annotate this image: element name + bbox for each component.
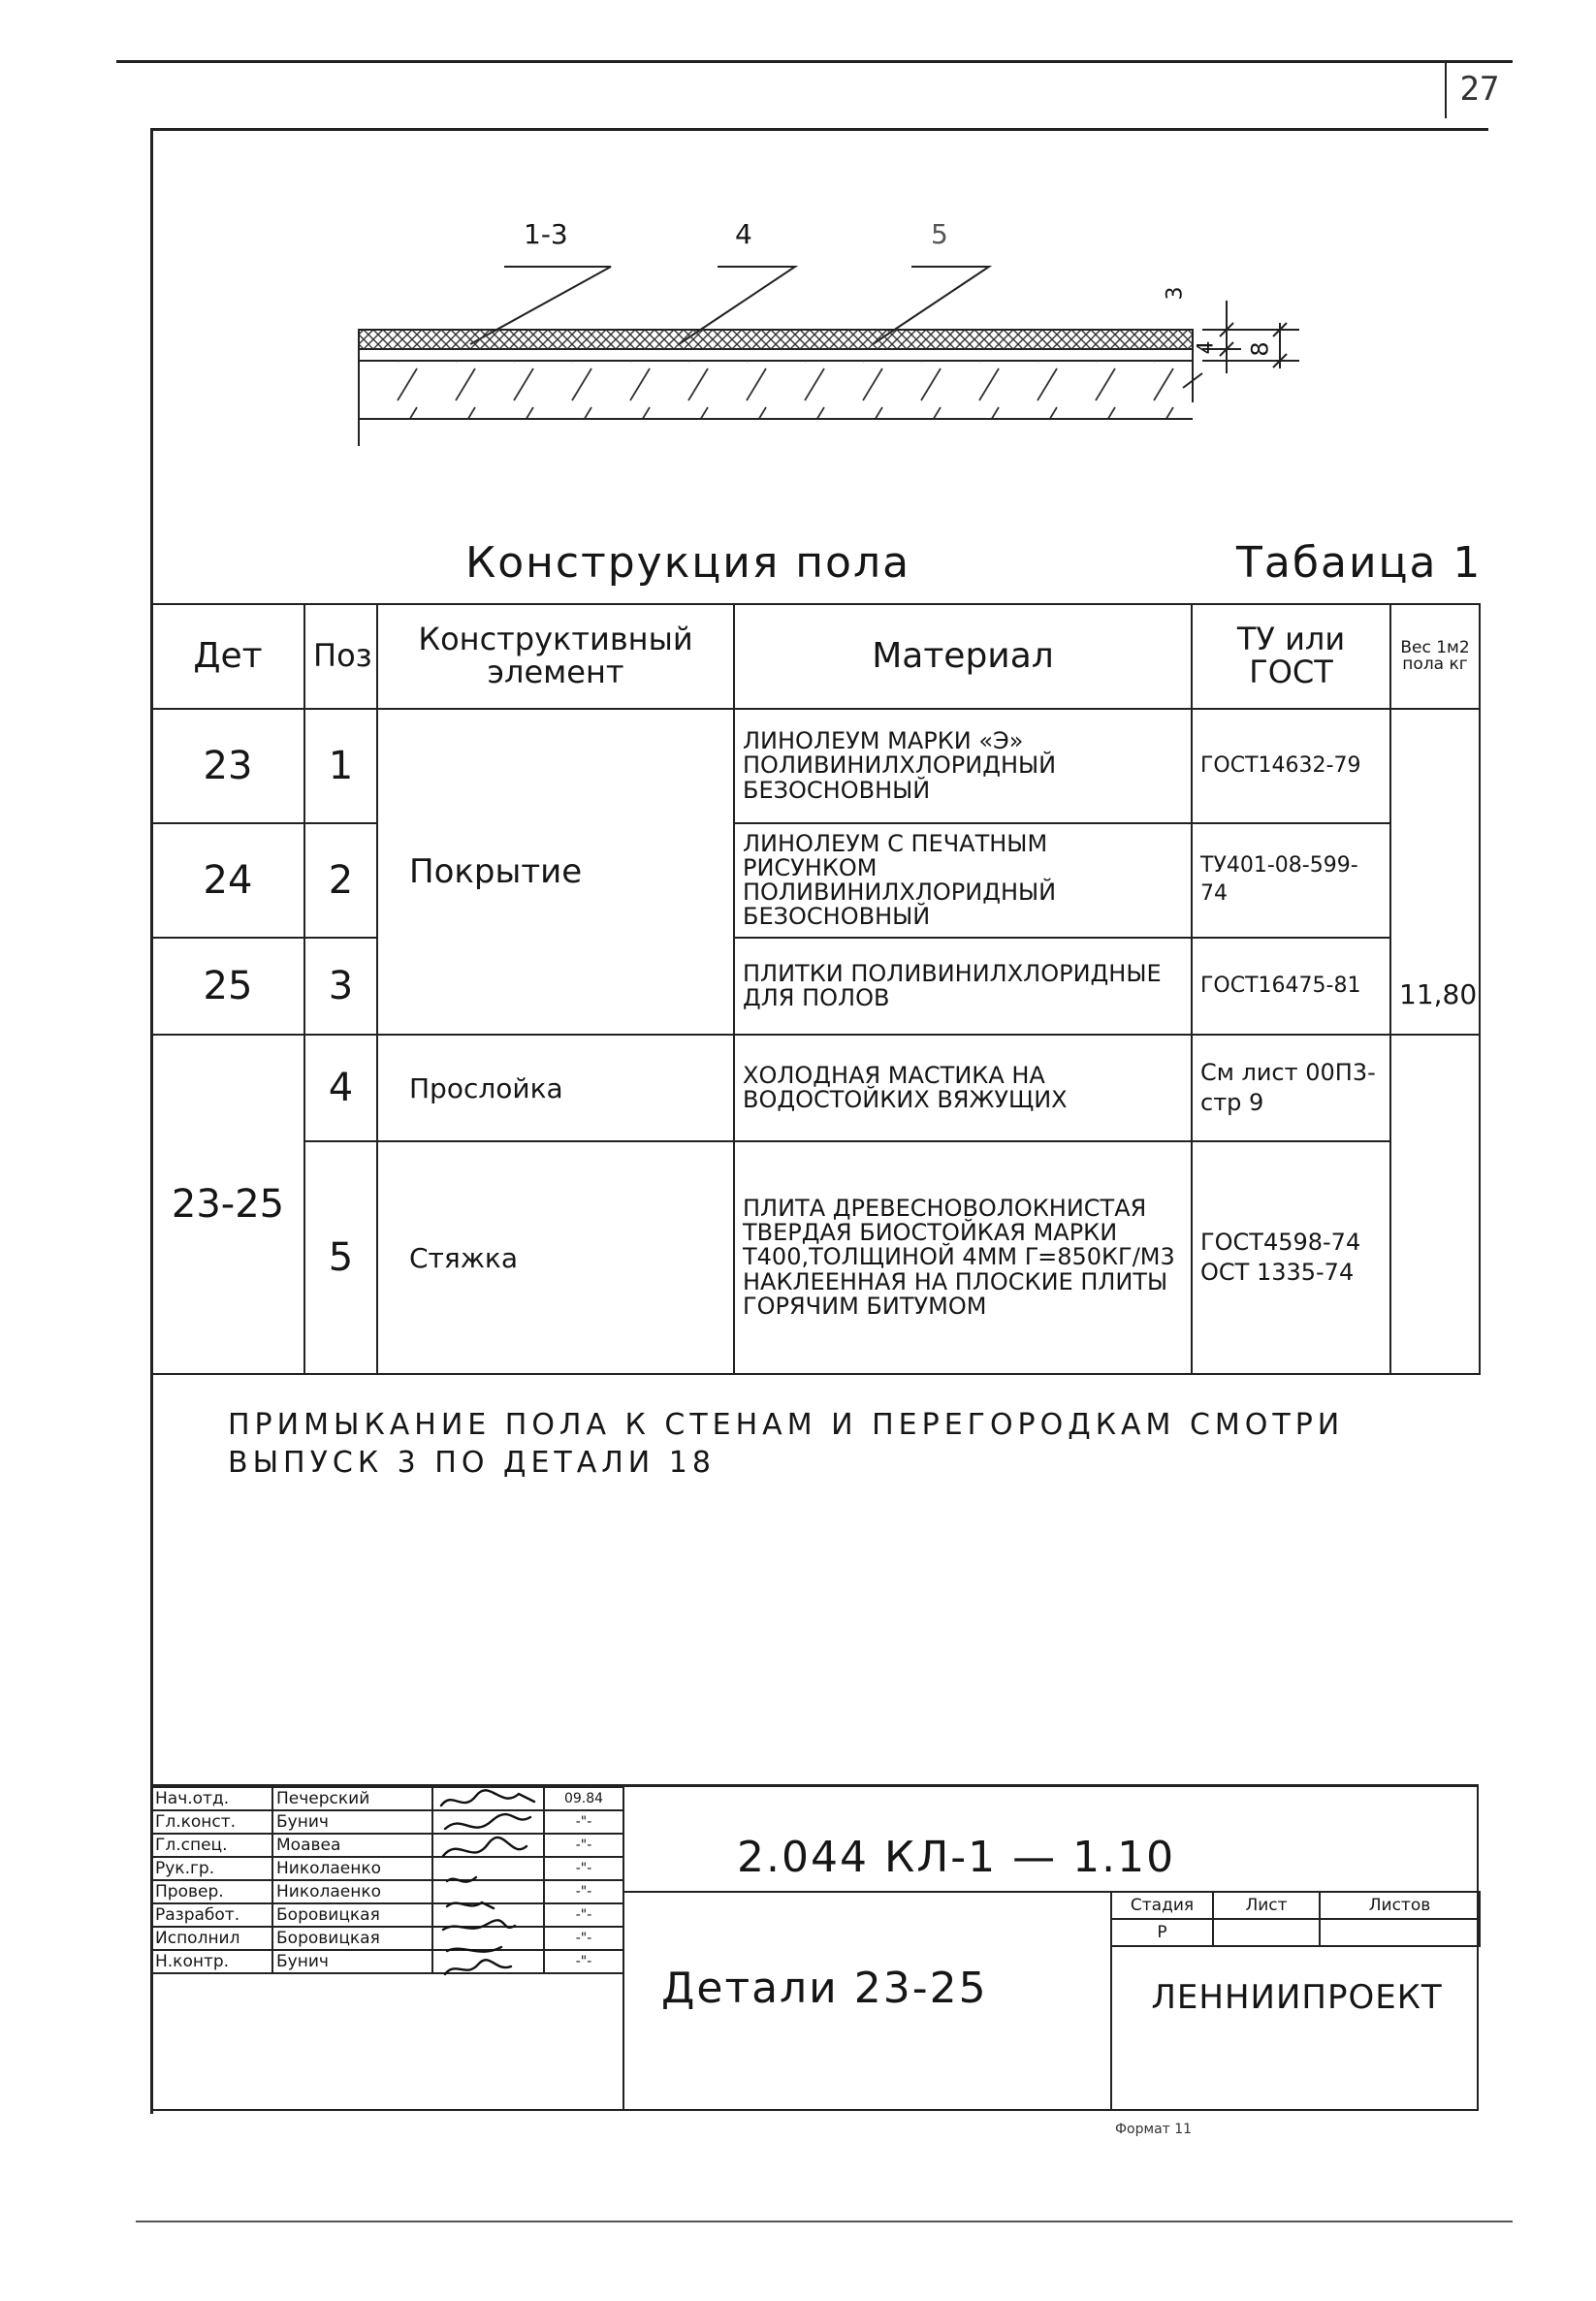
role: Провер. — [151, 1880, 272, 1903]
cell-material: ЛИНОЛЕУМ МАРКИ «Э» ПОЛИВИНИЛХЛОРИДНЫЙ БЕЗОСНОВНЫЙ — [734, 709, 1192, 823]
cell-material: ХОЛОДНАЯ МАСТИКА НА ВОДОСТОЙКИХ ВЯЖУЩИХ — [734, 1035, 1192, 1141]
table-label: Табаица 1 — [1236, 538, 1483, 588]
stage-header-row — [1111, 1892, 1480, 1919]
header-material: Материал — [734, 604, 1192, 709]
section-label-1-3: 1-3 — [524, 218, 568, 250]
cell-material: ПЛИТКИ ПОЛИВИНИЛХЛОРИДНЫЕ ДЛЯ ПОЛОВ — [734, 938, 1192, 1035]
floor-section-drawing — [330, 208, 1319, 470]
document-title: Детали 23-25 — [661, 1964, 988, 2013]
date: -"- — [544, 1903, 623, 1927]
signature-row — [151, 1857, 623, 1880]
title-block-bottom — [150, 2109, 1479, 2111]
date: -"- — [544, 1810, 623, 1834]
sheets-header: Листов — [1320, 1892, 1480, 1919]
date: -"- — [544, 1927, 623, 1950]
bottom-rule — [136, 2221, 1513, 2222]
date: -"- — [544, 1880, 623, 1903]
name: Бунич — [272, 1810, 432, 1834]
document-code: 2.044 КЛ-1 — 1.10 — [737, 1833, 1176, 1882]
cell-pos: 1 — [304, 709, 377, 823]
table-row — [151, 938, 1480, 1035]
note-line-2: ВЫПУСК 3 ПО ДЕТАЛИ 18 — [228, 1446, 716, 1480]
table-title: Конструкция пола — [465, 538, 911, 588]
cell-det: 25 — [151, 938, 304, 1035]
sheet-number: 27 — [1459, 70, 1500, 109]
name: Бунич — [272, 1950, 432, 1973]
cell-det: 23 — [151, 709, 304, 823]
header-weight: Вес 1м2 пола кг — [1390, 604, 1480, 709]
section-label-4: 4 — [735, 218, 752, 250]
header-element: Конструктивный элемент — [377, 604, 734, 709]
cell-weight-empty — [1390, 1035, 1480, 1374]
table-row — [151, 1141, 1480, 1374]
organization-name: ЛЕННИИПРОЕКТ — [1151, 1978, 1443, 2017]
dimension-4: 4 — [1194, 340, 1219, 355]
table-row — [151, 823, 1480, 938]
signature-row — [151, 1903, 623, 1927]
signature-row — [151, 1810, 623, 1834]
sheets-value — [1320, 1919, 1480, 1946]
title-block-signatures — [150, 1786, 624, 1974]
title-block-right-edge — [1477, 1786, 1479, 2111]
cell-weight: 11,80 — [1390, 709, 1480, 1035]
cell-det: 23-25 — [151, 1035, 304, 1374]
cell-gost: ГОСТ4598-74 ОСТ 1335-74 — [1192, 1141, 1390, 1374]
signature-row — [151, 1834, 623, 1857]
stage-header: Стадия — [1111, 1892, 1213, 1919]
role: Гл.конст. — [151, 1810, 272, 1834]
cell-pos: 5 — [304, 1141, 377, 1374]
name: Печерский — [272, 1787, 432, 1810]
table-header-row — [151, 604, 1480, 709]
dimension-8: 8 — [1246, 341, 1274, 357]
date: -"- — [544, 1857, 623, 1880]
cell-gost: ГОСТ16475-81 — [1192, 938, 1390, 1035]
cell-gost: ТУ401-08-599-74 — [1192, 823, 1390, 938]
cell-pos: 2 — [304, 823, 377, 938]
name: Николаенко — [272, 1880, 432, 1903]
signature-scribbles — [433, 1788, 542, 1978]
table-row — [151, 709, 1480, 823]
signature-row — [151, 1950, 623, 1973]
note-text — [228, 1406, 1391, 1482]
cell-material: ПЛИТА ДРЕВЕСНОВОЛОКНИСТАЯ ТВЕРДАЯ БИОСТОЙКАЯ МАРКИ Т400,ТОЛЩИНОЙ 4ММ Γ=850КГ/М3 НАКЛЕЕННАЯ НА ПЛОСКИЕ ПЛИТЫ ГОРЯЧИМ БИТУМОМ — [734, 1141, 1192, 1374]
cell-gost: ГОСТ14632-79 — [1192, 709, 1390, 823]
table-row — [151, 1035, 1480, 1141]
cell-material: ЛИНОЛЕУМ С ПЕЧАТНЫМ РИСУНКОМ ПОЛИВИНИЛХЛОРИДНЫЙ БЕЗОСНОВНЫЙ — [734, 823, 1192, 938]
title-block-divider-v — [622, 1786, 624, 2111]
signature-row — [151, 1880, 623, 1903]
top-rule — [116, 60, 1513, 63]
date: -"- — [544, 1834, 623, 1857]
date: -"- — [544, 1950, 623, 1973]
name: Николаенко — [272, 1857, 432, 1880]
cell-pos: 4 — [304, 1035, 377, 1141]
header-gost: ТУ или ГОСТ — [1192, 604, 1390, 709]
signature-row — [151, 1787, 623, 1810]
role: Н.контр. — [151, 1950, 272, 1973]
name: Боровицкая — [272, 1927, 432, 1950]
cell-det: 24 — [151, 823, 304, 938]
role: Исполнил — [151, 1927, 272, 1950]
cell-pos: 3 — [304, 938, 377, 1035]
sheet-value — [1213, 1919, 1320, 1946]
role: Гл.спец. — [151, 1834, 272, 1857]
note-line-1: ПРИМЫКАНИЕ ПОЛА К СТЕНАМ И ПЕРЕГОРОДКАМ СМОТРИ — [228, 1408, 1345, 1442]
cell-element-coating: Покрытие — [377, 709, 734, 1035]
sheet-header: Лист — [1213, 1892, 1320, 1919]
name: Моавеа — [272, 1834, 432, 1857]
role: Разработ. — [151, 1903, 272, 1927]
header-det: Дет — [151, 604, 304, 709]
role: Нач.отд. — [151, 1787, 272, 1810]
cell-element: Стяжка — [377, 1141, 734, 1374]
floor-construction-table — [150, 603, 1481, 1375]
section-label-5: 5 — [931, 218, 948, 250]
cell-element: Прослойка — [377, 1035, 734, 1141]
role: Рук.гр. — [151, 1857, 272, 1880]
header-pos: Поз — [304, 604, 377, 709]
stage-value-row — [1111, 1919, 1480, 1946]
stage-value: Р — [1111, 1919, 1213, 1946]
name: Боровицкая — [272, 1903, 432, 1927]
format-label: Формат 11 — [1115, 2122, 1193, 2137]
date: 09.84 — [544, 1787, 623, 1810]
stage-sheet-box — [1110, 1891, 1481, 1947]
cell-gost: См лист 00П3-стр 9 — [1192, 1035, 1390, 1141]
signature-row — [151, 1927, 623, 1950]
dimension-3: 3 — [1163, 286, 1188, 301]
